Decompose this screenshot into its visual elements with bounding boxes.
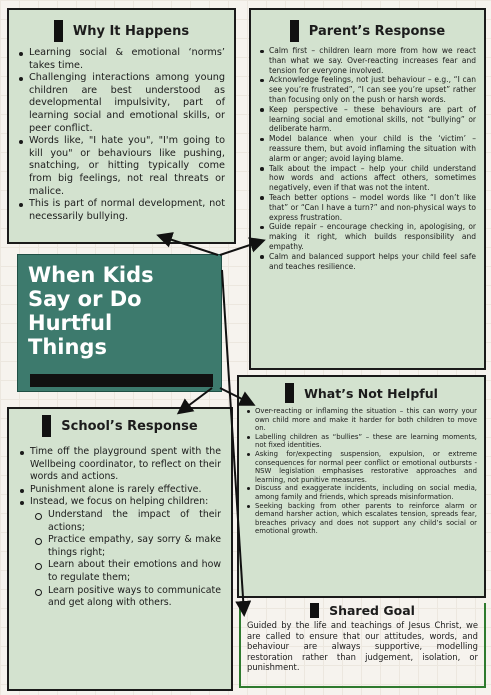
why-heading-row bbox=[18, 20, 225, 42]
parent-item: Acknowledge feelings, not just behaviour – e.g., “I can see you’re frustrated”, “I can see you’re upset” rather than focusing only on the push or harsh words. bbox=[259, 75, 476, 104]
parent-item: Calm and balanced support helps your child feel safe and teaches resilience. bbox=[259, 252, 476, 272]
heading-marker bbox=[42, 415, 51, 437]
why-item: This is part of normal development, not necessarily bullying. bbox=[18, 198, 225, 223]
shared-heading-row bbox=[247, 602, 478, 619]
school-item bbox=[19, 496, 221, 609]
title-line: Say or Do bbox=[28, 287, 142, 311]
why-it-happens-panel bbox=[7, 8, 236, 244]
school-sublist bbox=[30, 509, 221, 610]
parent-item: Talk about the impact – help your child understand how words and actions affect others, sometimes negatively, even if that was not the intent. bbox=[259, 164, 476, 193]
shared-goal-panel bbox=[239, 603, 486, 688]
parents-response-panel bbox=[249, 8, 486, 370]
school-subitem: Understand the impact of their actions; bbox=[30, 509, 221, 534]
parent-list bbox=[259, 46, 476, 271]
nothelp-heading: What’s Not Helpful bbox=[304, 385, 438, 401]
parent-heading-row bbox=[259, 20, 476, 42]
nothelp-item: Seeking backing from other parents to reinforce alarm or demand harsher action, which escalates tension, spreads fear, breaches privacy and does not support any child’s social or emotional growth. bbox=[246, 502, 477, 536]
parent-heading: Parent’s Response bbox=[308, 23, 446, 39]
heading-marker bbox=[285, 383, 294, 403]
nothelp-item: Over-reacting or inflaming the situation – this can worry your own child more and make it harder for both children to move on. bbox=[246, 407, 477, 433]
why-item: Words like, "I hate you", "I'm going to kill you" or behaviours like pushing, snatching, or hitting typically come from big feelings, not real threats or malice. bbox=[18, 135, 225, 198]
school-item: Time off the playground spent with the Wellbeing coordinator, to reflect on their words and actions. bbox=[19, 446, 221, 484]
school-subitem: Learn positive ways to communicate and get along with others. bbox=[30, 585, 221, 610]
school-subitem: Learn about their emotions and how to regulate them; bbox=[30, 559, 221, 584]
title-card bbox=[17, 254, 222, 392]
school-item-text: Instead, we focus on helping children: bbox=[30, 496, 209, 508]
title-line: Things bbox=[28, 335, 107, 359]
shared-heading: Shared Goal bbox=[329, 603, 415, 618]
why-heading: Why It Happens bbox=[72, 23, 190, 39]
nothelp-item: Discuss and exaggerate incidents, including on social media, among family and friends, which spreads misinformation. bbox=[246, 484, 477, 501]
heading-marker bbox=[54, 20, 63, 42]
heading-marker bbox=[290, 20, 299, 42]
parent-item: Teach better options – model words like “I don’t like that” or “Can I have a turn?” and non-physical ways to express frustration. bbox=[259, 193, 476, 222]
school-heading: School’s Response bbox=[61, 418, 198, 434]
shared-text: Guided by the life and teachings of Jesus Christ, we are called to ensure that our attitudes, words, and behaviour are always supportive, modelling restoration rather than judgement, isolation, or punishment. bbox=[247, 620, 478, 673]
title-line: Hurtful bbox=[28, 311, 113, 335]
nothelp-item: Labelling children as “bullies” – these are learning moments, not fixed identities. bbox=[246, 433, 477, 450]
why-item: Challenging interactions among young children are best understood as developmental impulsivity, part of learning social and emotional skills, or peer conflict. bbox=[18, 72, 225, 135]
parent-item: Guide repair – encourage checking in, apologising, or making it right, which builds responsibility and empathy. bbox=[259, 222, 476, 251]
title-line: When Kids bbox=[28, 263, 154, 287]
nothelp-list bbox=[246, 407, 477, 536]
whats-not-helpful-panel bbox=[237, 375, 486, 598]
heading-marker bbox=[310, 603, 319, 618]
parent-item: Keep perspective – these behaviours are part of learning social and emotional skills, not “bullying” or deliberate harm. bbox=[259, 105, 476, 134]
school-list bbox=[19, 446, 221, 610]
parent-item: Calm first – children learn more from how we react than what we say. Over-reacting increases fear and tension for everyone involved. bbox=[259, 46, 476, 75]
school-item: Punishment alone is rarely effective. bbox=[19, 484, 221, 497]
why-item: Learning social & emotional ‘norms’ takes time. bbox=[18, 47, 225, 72]
page-title bbox=[28, 263, 211, 359]
nothelp-heading-row bbox=[246, 383, 477, 403]
parent-item: Model balance when your child is the ‘victim’ – reassure them, but avoid inflaming the situation with alarm or anger; avoid laying blame. bbox=[259, 134, 476, 163]
school-heading-row bbox=[19, 415, 221, 437]
schools-response-panel bbox=[7, 407, 233, 691]
school-subitem: Practice empathy, say sorry & make things right; bbox=[30, 534, 221, 559]
nothelp-item: Asking for/expecting suspension, expulsion, or extreme consequences for normal peer conflict or emotional outbursts - NSW legislation emphasises restorative approaches and learning, not punitive measures. bbox=[246, 450, 477, 484]
why-list bbox=[18, 47, 225, 223]
title-underline-bar bbox=[30, 374, 213, 387]
